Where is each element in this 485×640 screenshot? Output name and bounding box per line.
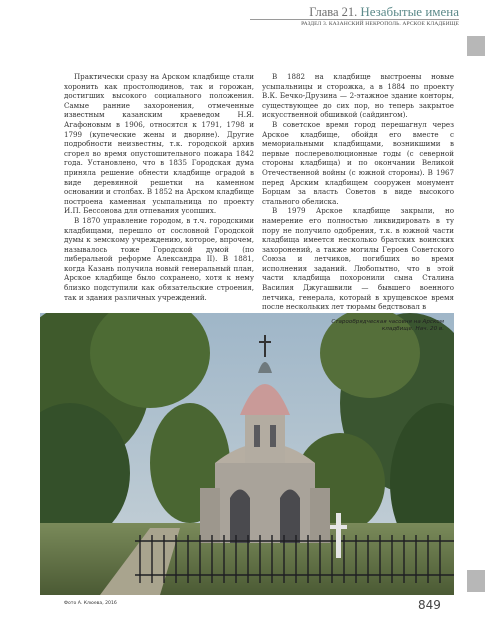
paragraph: В 1979 Арское кладбище закрыли, но намерение его полностью ликвидировать в ту пору не получило одобрения, т.к. в южной части кладбища имеется несколько братских воинских захоронений, а также могилы Героев Советского Союза и летчиков, погибших во время исполнения заданий. Любопытно, что в этой части кладбища похоронили сына Сталина Василия Джугашвили — бывшего военного летчика, генерала, который в хрущевское время после нескольких лет тюрьмы бедствовал в	[262, 206, 454, 312]
side-tab-marker	[467, 36, 485, 56]
photo-caption: Старообрядческая часовня на Арском кладбище. Нач. 20 в.	[331, 319, 444, 332]
side-tab-marker-bottom	[467, 570, 485, 592]
chapel-illustration	[40, 313, 454, 595]
photo-credit: Фото А. Клюева, 2016	[64, 601, 117, 606]
right-text-column	[262, 72, 454, 312]
paragraph: В 1870 управление городом, в т.ч. городскими кладбищами, перешло от сословной Городской думы к земскому учреждению, которое, впрочем, называлось тоже Городской думой (по либеральной реформе Александра II). В 1881, когда Казань получила новый генеральный план, Арское кладбище было сохранено, хотя к нему близко подступили как обязательские строения, так и здания различных учреждений.	[64, 215, 254, 302]
paragraph: Практически сразу на Арском кладбище стали хоронить как простолюдинов, так и горожан, достигших высокого социального положения. Самые ранние захоронения, отмеченные известным казанским краеведом Н.Я. Агафоновым в 1906, относятся к 1791, 1798 и 1799 (купеческие жены и дворяне). Другие подробности неизвестны, т.к. городской архив сгорел во время опустошительного пожара 1842 года. Установлено, что в 1835 Городская дума приняла решение обнести кладбище оградой в виде деревянной решетки на каменном основании и столбах. В 1852 на Арском кладбище построена каменная усыпальница по проекту И.П. Бессонова для отпевания усопших.	[64, 72, 254, 216]
chapel-photo	[40, 313, 454, 595]
paragraph: В 1882 на кладбище выстроены новые усыпальницы и сторожка, а в 1884 по проекту В.К. Бечко-Друзина — 2-этажное здание конторы, существующее до сих пор, но теперь закрытое искусственной обшивкой (сайдингом).	[262, 72, 454, 120]
left-text-column	[64, 72, 254, 302]
page-number: 849	[418, 598, 441, 612]
chapter-name: Незабытые имена	[360, 4, 459, 19]
header-rule	[250, 19, 459, 20]
section-subtitle: РАЗДЕЛ 3. КАЗАНСКИЙ НЕКРОПОЛЬ. АРСКОЕ КЛАДБИЩЕ	[301, 21, 459, 27]
running-header	[309, 4, 459, 20]
chapter-number: Глава 21.	[309, 5, 358, 19]
paragraph: В советское время город перешагнул через Арское кладбище, обойдя его вместе с мемориальными кладбищами, возникшими в первые послереволюционные годы (с северной стороны кладбища) и по окончании Великой Отечественной войны (с южной стороны). В 1967 перед Арским кладбищем сооружен монумент Борцам за власть Советов в виде высокого стального обелиска.	[262, 119, 454, 206]
